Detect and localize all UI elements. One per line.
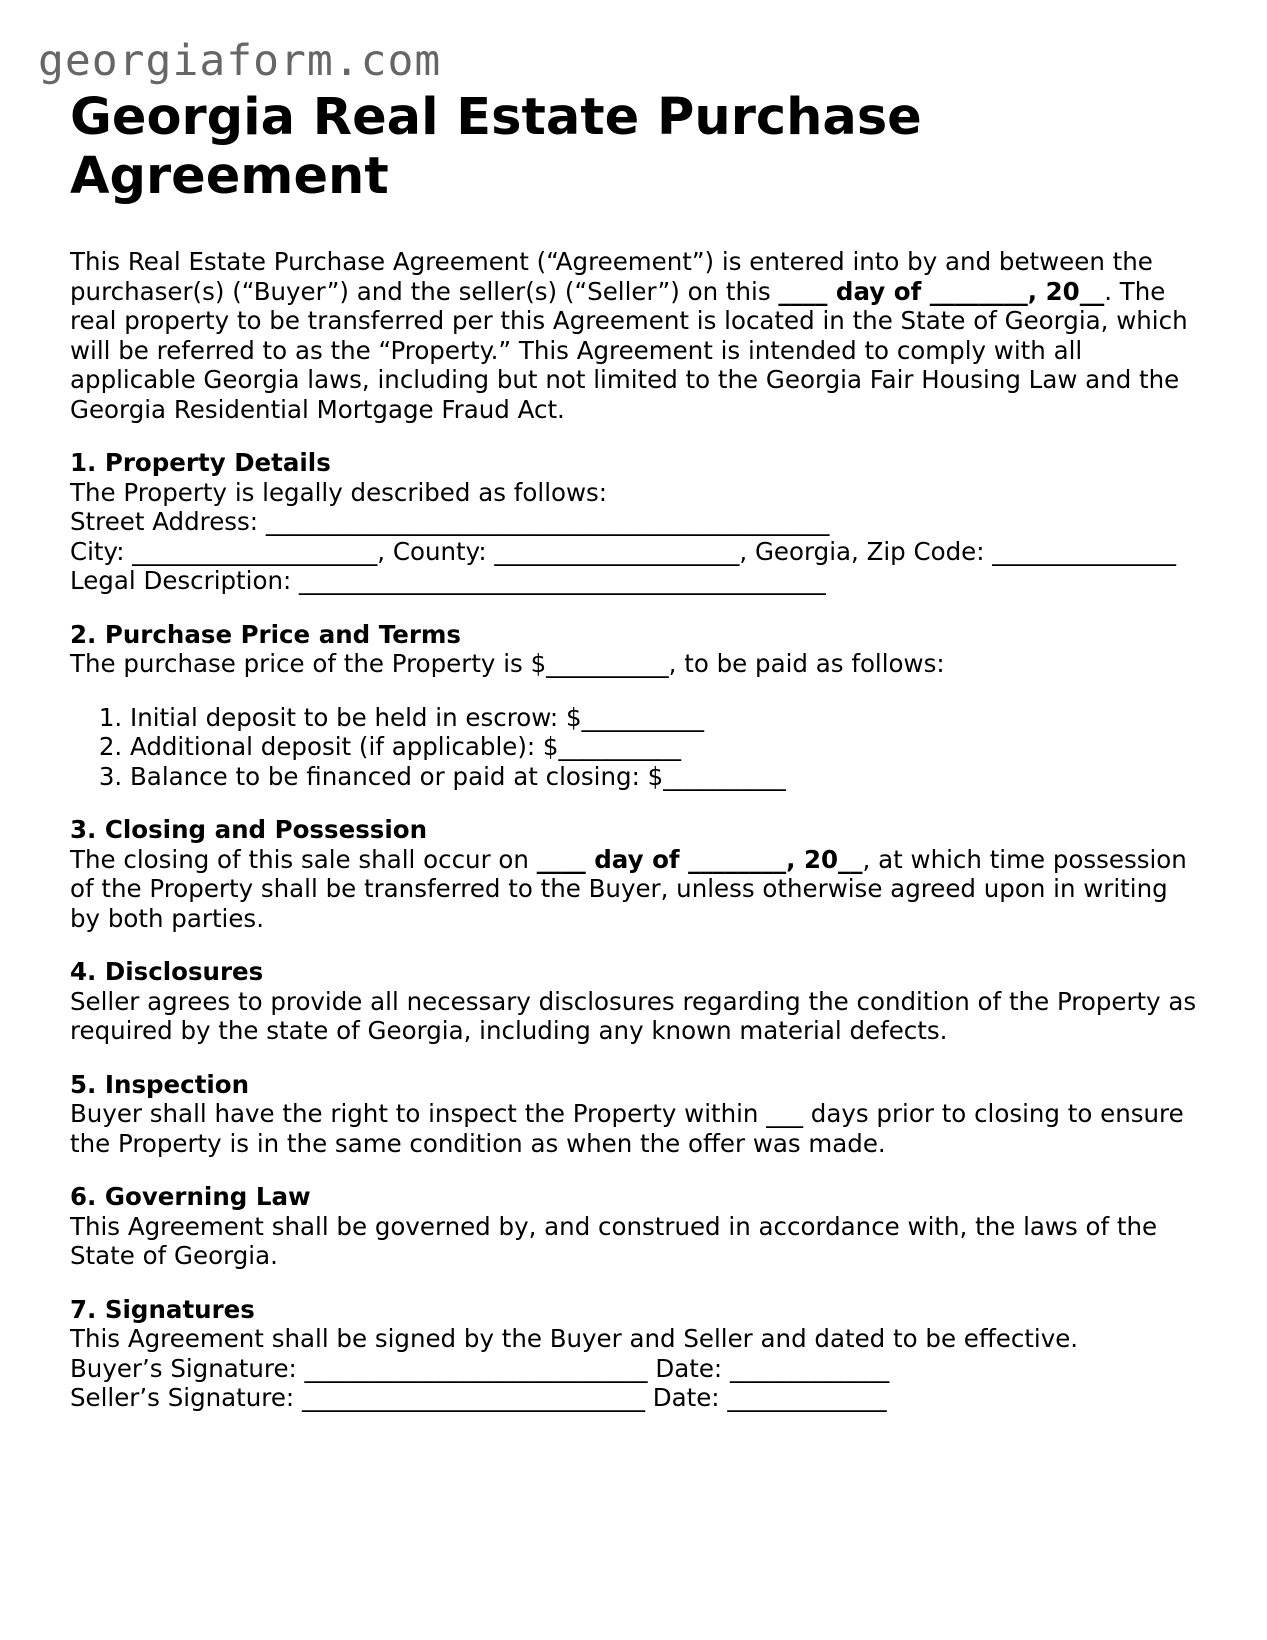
section-governing-law <box>70 1182 1200 1271</box>
closing-paragraph <box>70 845 1200 934</box>
intro-text-2: . The real property to be transferred per this Agreement is located in the State of Georgia, which will be referred to as the “Property.” This Agreement is intended to comply with all applicable Georgia laws, including but not limited to the Georgia Fair Housing Law and the Georgia Residential Mortgage Fraud Act. <box>70 276 1188 424</box>
inspection-paragraph: Buyer shall have the right to inspect the Property within ___ days prior to closing to ensure the Property is in the same condition as when the offer was made. <box>70 1099 1184 1158</box>
signatures-intro-line: This Agreement shall be signed by the Buyer and Seller and dated to be effective. <box>70 1324 1079 1353</box>
purchase-price-line: The purchase price of the Property is $__________, to be paid as follows: <box>70 649 945 678</box>
disclosures-paragraph: Seller agrees to provide all necessary disclosures regarding the condition of the Property as required by the state of Georgia, including any known material defects. <box>70 986 1197 1045</box>
section-signatures <box>70 1295 1200 1413</box>
section-heading: 5. Inspection <box>70 1069 250 1099</box>
list-item: 1. Initial deposit to be held in escrow: $__________ <box>130 703 1200 733</box>
section-heading: 3. Closing and Possession <box>70 815 428 844</box>
section-heading: 1. Property Details <box>70 448 331 477</box>
intro-date-blank: ____ day of ________, 20__ <box>778 276 1105 306</box>
payment-list <box>70 703 1200 792</box>
section-heading: 6. Governing Law <box>70 1182 311 1211</box>
section-disclosures <box>70 957 1200 1046</box>
street-address-line: Street Address: ______________________________________________ <box>70 507 830 536</box>
list-item: 2. Additional deposit (if applicable): $__________ <box>130 732 1200 762</box>
section-property-details <box>70 448 1200 596</box>
section-heading: 4. Disclosures <box>70 957 264 986</box>
document-title: Georgia Real Estate Purchase Agreement <box>70 88 922 206</box>
section-closing <box>70 815 1200 933</box>
section-heading: 2. Purchase Price and Terms <box>70 619 462 649</box>
buyer-signature-line: Buyer’s Signature: ____________________________ Date: _____________ <box>70 1353 890 1383</box>
closing-text-1: The closing of this sale shall occur on <box>70 844 537 874</box>
closing-date-blank: ____ day of ________, 20__ <box>536 844 863 874</box>
closing-text-2: , at which time possession of the Property shall be transferred to the Buyer, unless otherwise agreed upon in writing by both parties. <box>70 844 1187 933</box>
section-heading: 7. Signatures <box>70 1294 255 1324</box>
intro-paragraph <box>70 247 1200 424</box>
intro-text-1: This Real Estate Purchase Agreement (“Agreement”) is entered into by and between the purchaser(s) (“Buyer”) and the seller(s) (“Seller”) on this <box>70 247 1153 306</box>
list-item: 3. Balance to be financed or paid at closing: $__________ <box>130 762 1200 792</box>
section-purchase-price <box>70 620 1200 792</box>
legal-description-line: Legal Description: ___________________________________________ <box>70 566 826 595</box>
seller-signature-line: Seller’s Signature: ____________________________ Date: _____________ <box>70 1383 887 1412</box>
document-page <box>70 88 1200 1413</box>
governing-law-paragraph: This Agreement shall be governed by, and construed in accordance with, the laws of the State of Georgia. <box>70 1211 1158 1270</box>
section-inspection <box>70 1070 1200 1159</box>
watermark: georgiaform.com <box>38 36 442 86</box>
city-county-zip-line: City: ____________________, County: ____________________, Georgia, Zip Code: _______________ <box>70 536 1177 566</box>
property-description-line: The Property is legally described as follows: <box>70 477 608 507</box>
